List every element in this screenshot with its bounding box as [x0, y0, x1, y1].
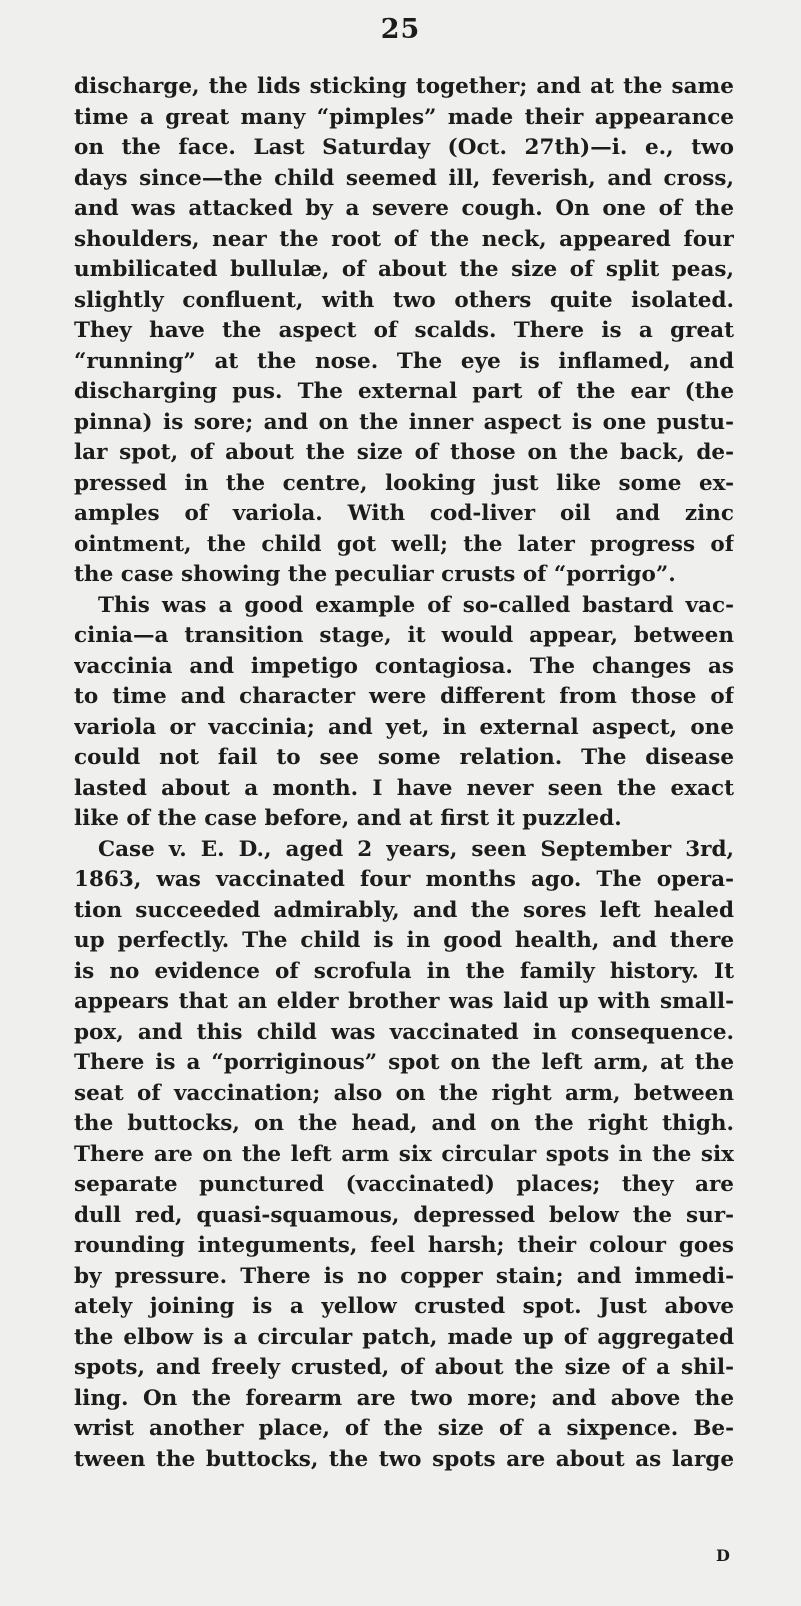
- text-line: tion succeeded admirably, and the sores left healed: [74, 897, 734, 923]
- text-line: ling. On the forearm are two more; and above the: [74, 1385, 734, 1411]
- text-line: on the face. Last Saturday (Oct. 27th)—i. e., two: [74, 135, 734, 160]
- text-line: appears that an elder brother was laid up with small-: [74, 989, 734, 1014]
- text-line: 1863, was vaccinated four months ago. The opera-: [74, 867, 734, 892]
- text-line: Case v. E. D., aged 2 years, seen September 3rd,: [98, 836, 734, 862]
- text-line: pox, and this child was vaccinated in consequence.: [74, 1019, 734, 1045]
- text-line: seat of vaccination; also on the right arm, between: [74, 1080, 734, 1106]
- body-text: [74, 72, 734, 1475]
- text-line: could not fail to see some relation. The disease: [74, 745, 734, 770]
- text-line: like of the case before, and at first it puzzled.: [74, 806, 622, 831]
- text-line: slightly confluent, with two others quite isolated.: [74, 287, 734, 313]
- text-line: by pressure. There is no copper stain; and immedi-: [74, 1263, 734, 1289]
- text-line: the buttocks, on the head, and on the right thigh.: [74, 1111, 734, 1136]
- text-line: the case showing the peculiar crusts of “porrigo”.: [74, 562, 676, 587]
- text-line: time a great many “pimples” made their appearance: [74, 104, 734, 130]
- text-line: discharging pus. The external part of the ear (the: [74, 379, 734, 404]
- text-line: the elbow is a circular patch, made up of aggregated: [74, 1324, 734, 1350]
- text-line: tween the buttocks, the two spots are about as large: [74, 1446, 734, 1472]
- text-line: variola or vaccinia; and yet, in external aspect, one: [74, 714, 734, 740]
- text-line: discharge, the lids sticking together; and at the same: [74, 74, 734, 99]
- text-line: vaccinia and impetigo contagiosa. The changes as: [74, 653, 734, 679]
- text-line: There is a “porriginous” spot on the left arm, at the: [74, 1050, 734, 1075]
- text-line: They have the aspect of scalds. There is a great: [74, 318, 734, 343]
- text-line: pressed in the centre, looking just like some ex-: [74, 470, 734, 496]
- text-line: cinia—a transition stage, it would appear, between: [74, 623, 734, 648]
- text-line: wrist another place, of the size of a sixpence. Be-: [74, 1416, 734, 1441]
- text-line: “running” at the nose. The eye is inflamed, and: [74, 348, 734, 374]
- text-line: ately joining is a yellow crusted spot. Just above: [74, 1294, 734, 1319]
- text-line: rounding integuments, feel harsh; their colour goes: [74, 1233, 734, 1258]
- page-number: 25: [380, 14, 421, 45]
- text-line: spots, and freely crusted, of about the size of a shil-: [74, 1355, 734, 1380]
- text-line: dull red, quasi-squamous, depressed below the sur-: [74, 1202, 734, 1228]
- text-line: lar spot, of about the size of those on the back, de-: [74, 440, 734, 465]
- text-line: to time and character were different from those of: [74, 684, 734, 709]
- text-line: There are on the left arm six circular spots in the six: [74, 1141, 734, 1167]
- text-line: days since—the child seemed ill, feverish, and cross,: [74, 165, 734, 191]
- text-line: separate punctured (vaccinated) places; they are: [74, 1172, 734, 1197]
- text-line: and was attacked by a severe cough. On one of the: [74, 196, 734, 221]
- text-line: up perfectly. The child is in good health, and there: [74, 928, 734, 953]
- text-line: lasted about a month. I have never seen the exact: [74, 775, 734, 801]
- text-line: pinna) is sore; and on the inner aspect is one pustu-: [74, 409, 734, 435]
- text-line: amples of variola. With cod-liver oil and zinc: [74, 501, 734, 526]
- signature-mark: D: [716, 1546, 730, 1565]
- text-line: shoulders, near the root of the neck, appeared four: [74, 226, 734, 252]
- text-line: ointment, the child got well; the later progress of: [74, 531, 734, 557]
- text-line: is no evidence of scrofula in the family history. It: [74, 958, 734, 984]
- text-line: This was a good example of so-called bastard vac-: [98, 592, 734, 618]
- text-line: umbilicated bullulæ, of about the size of split peas,: [74, 257, 734, 282]
